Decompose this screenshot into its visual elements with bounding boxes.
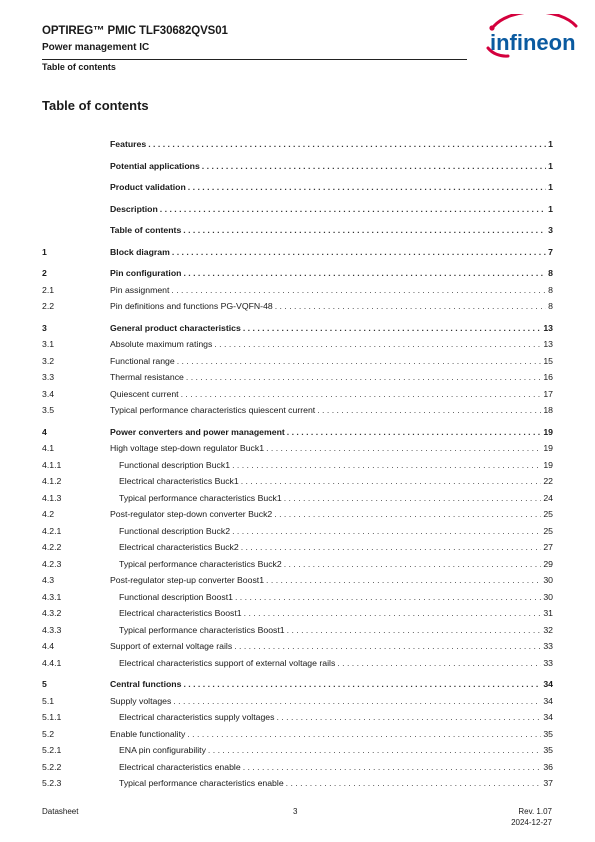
toc-dot-leader [284, 492, 542, 505]
toc-dot-leader [208, 744, 541, 757]
toc-entry-number: 3 [42, 323, 47, 333]
toc-entry[interactable] [42, 404, 553, 417]
toc-dot-leader [172, 246, 546, 259]
toc-dot-leader [173, 695, 541, 708]
toc-dot-leader [243, 322, 541, 335]
infineon-logo [478, 14, 586, 60]
toc-dot-leader [186, 371, 541, 384]
toc-dot-leader [148, 138, 546, 151]
toc-dot-leader [276, 711, 541, 724]
toc-entry[interactable] [42, 624, 553, 637]
toc-entry-page: 13 [543, 339, 553, 349]
toc-entry-title: Quiescent current [110, 389, 179, 399]
toc-entry-title: Post-regulator step-up converter Boost1 [110, 575, 265, 585]
toc-entry-title: Absolute maximum ratings [110, 339, 213, 349]
toc-dot-leader [234, 640, 541, 653]
toc-entry-number: 5.2.2 [42, 762, 62, 772]
toc-entry[interactable] [42, 657, 553, 670]
toc-entry-page: 25 [543, 526, 553, 536]
toc-dot-leader [202, 160, 546, 173]
product-subtitle: Power management IC [42, 42, 150, 53]
toc-entry[interactable] [42, 591, 553, 604]
toc-dot-leader [187, 728, 541, 741]
toc-entry-number [42, 224, 110, 237]
toc-entry-number: 3.1 [42, 339, 55, 349]
toc-entry-page: 32 [543, 625, 553, 635]
toc-dot-leader [181, 388, 542, 401]
toc-dot-leader [284, 558, 542, 571]
header-section-label: Table of contents [42, 62, 116, 72]
toc-entry-page: 29 [543, 559, 553, 569]
toc-entry-title: Electrical characteristics supply voltages [119, 712, 275, 722]
toc-entry-title: Power converters and power management [110, 427, 285, 437]
toc-entry-page: 34 [543, 696, 553, 706]
toc-entry[interactable] [42, 678, 553, 691]
toc-dot-leader [171, 284, 546, 297]
footer-page-number: 3 [293, 807, 298, 816]
toc-entry[interactable] [42, 338, 553, 351]
toc-dot-leader [214, 338, 541, 351]
toc-entry-title: Electrical characteristics enable [119, 762, 241, 772]
toc-entry[interactable] [42, 355, 553, 368]
toc-dot-leader [232, 459, 541, 472]
toc-dot-leader [286, 777, 542, 790]
logo-wordmark: infineon [490, 30, 576, 55]
toc-entry-page: 30 [543, 575, 553, 585]
toc-entry-page: 8 [548, 285, 553, 295]
toc-entry[interactable] [42, 475, 553, 488]
toc-entry-title: Block diagram [110, 247, 170, 257]
toc-entry-title: Typical performance characteristics quiescent current [110, 405, 316, 415]
toc-entry-number: 5 [42, 679, 47, 689]
toc-entry[interactable] [42, 267, 553, 280]
toc-entry-title: Electrical characteristics support of external voltage rails [119, 658, 336, 668]
toc-entry-number: 4.1 [42, 443, 55, 453]
toc-entry[interactable] [42, 426, 553, 439]
toc-entry-page: 1 [548, 139, 553, 149]
toc-entry[interactable] [42, 777, 553, 790]
toc-entry[interactable] [42, 695, 553, 708]
toc-entry[interactable] [42, 558, 553, 571]
toc-entry-page: 24 [543, 493, 553, 503]
toc-entry-page: 19 [543, 460, 553, 470]
toc-entry-page: 33 [543, 641, 553, 651]
toc-entry-number: 5.2 [42, 729, 55, 739]
toc-entry-page: 18 [543, 405, 553, 415]
toc-dot-leader [244, 607, 542, 620]
toc-entry-number [42, 138, 110, 151]
toc-entry-number: 5.1 [42, 696, 55, 706]
toc-dot-leader [287, 426, 542, 439]
toc-entry[interactable] [42, 744, 553, 757]
toc-entry-title: Pin assignment [110, 285, 170, 295]
toc-entry-page: 1 [548, 204, 553, 214]
toc-entry-number: 4.4 [42, 641, 55, 651]
toc-entry-page: 34 [543, 712, 553, 722]
toc-dot-leader [317, 404, 541, 417]
toc-dot-leader [177, 355, 542, 368]
toc-entry-number: 5.2.1 [42, 745, 62, 755]
toc-dot-leader [160, 203, 546, 216]
toc-entry-title: Central functions [110, 679, 182, 689]
toc-entry-title: Description [110, 204, 158, 214]
toc-entry-number: 5.2.3 [42, 778, 62, 788]
toc-entry-page: 25 [543, 509, 553, 519]
toc-entry-page: 36 [543, 762, 553, 772]
toc-entry-title: High voltage step-down regulator Buck1 [110, 443, 265, 453]
toc-entry-number: 3.3 [42, 372, 55, 382]
toc-entry[interactable] [42, 442, 553, 455]
toc-entry[interactable] [42, 322, 553, 335]
toc-entry[interactable] [42, 711, 553, 724]
toc-entry-title: Typical performance characteristics Buck2 [119, 559, 282, 569]
toc-entry[interactable] [42, 541, 553, 554]
toc-dot-leader [274, 508, 541, 521]
toc-dot-leader [183, 267, 546, 280]
toc-entry-number: 4.3.3 [42, 625, 62, 635]
toc-entry-number [42, 160, 110, 173]
toc-dot-leader [266, 442, 541, 455]
toc-entry-number: 4.3 [42, 575, 55, 585]
toc-dot-leader [275, 300, 546, 313]
toc-entry[interactable] [42, 492, 553, 505]
toc-entry-number: 3.5 [42, 405, 55, 415]
toc-entry-page: 3 [548, 225, 553, 235]
toc-dot-leader [287, 624, 542, 637]
toc-entry-title: Pin definitions and functions PG-VQFN-48 [110, 301, 273, 311]
toc-dot-leader [183, 678, 541, 691]
toc-dot-leader [241, 475, 542, 488]
toc-entry-number: 4.2.1 [42, 526, 62, 536]
toc-entry-number: 3.2 [42, 356, 55, 366]
toc-entry[interactable] [42, 138, 553, 151]
toc-entry-number: 4.2.3 [42, 559, 62, 569]
toc-entry[interactable] [42, 203, 553, 216]
toc-entry-number: 4.2.2 [42, 542, 62, 552]
toc-entry-title: Functional range [110, 356, 175, 366]
header-divider [42, 59, 467, 60]
toc-entry-number: 4 [42, 427, 47, 437]
toc-dot-leader [235, 591, 541, 604]
toc-entry-page: 30 [543, 592, 553, 602]
toc-entry-number: 2 [42, 268, 47, 278]
toc-entry-title: Functional description Buck2 [119, 526, 231, 536]
toc-entry-title: Typical performance characteristics Buck1 [119, 493, 282, 503]
toc-entry-title: Supply voltages [110, 696, 172, 706]
toc-entry[interactable] [42, 508, 553, 521]
product-title: OPTIREG™ PMIC TLF30682QVS01 [42, 25, 228, 37]
toc-entry[interactable] [42, 300, 553, 313]
toc-entry-number: 4.1.2 [42, 476, 62, 486]
toc-dot-leader [241, 541, 542, 554]
toc-dot-leader [188, 181, 546, 194]
toc-entry[interactable] [42, 224, 553, 237]
toc-entry-page: 19 [543, 443, 553, 453]
toc-entry-number: 2.2 [42, 301, 55, 311]
toc-entry-number: 4.3.2 [42, 608, 62, 618]
toc-entry-page: 8 [548, 301, 553, 311]
footer-date: 2024-12-27 [511, 818, 552, 827]
toc-dot-leader [232, 525, 541, 538]
toc-entry-title: Typical performance characteristics enable [119, 778, 284, 788]
toc-entry-page: 8 [548, 268, 553, 278]
toc-entry-page: 13 [543, 323, 553, 333]
page-title: Table of contents [42, 98, 149, 113]
toc-entry-title: Table of contents [110, 225, 182, 235]
toc-entry[interactable] [42, 284, 553, 297]
footer-doc-type: Datasheet [42, 807, 79, 816]
toc-dot-leader [243, 761, 542, 774]
toc-entry-title: Electrical characteristics Buck1 [119, 476, 239, 486]
toc-entry-title: Support of external voltage rails [110, 641, 233, 651]
toc-entry-page: 19 [543, 427, 553, 437]
toc-entry[interactable] [42, 459, 553, 472]
toc-entry-page: 37 [543, 778, 553, 788]
toc-entry-number: 5.1.1 [42, 712, 62, 722]
toc-entry-number: 4.1.3 [42, 493, 62, 503]
footer-revision: Rev. 1.07 [518, 807, 552, 816]
toc-entry-title: Functional description Buck1 [119, 460, 231, 470]
toc-entry-page: 22 [543, 476, 553, 486]
toc-entry-number: 4.1.1 [42, 460, 62, 470]
toc-entry-number: 4.2 [42, 509, 55, 519]
toc-entry-title: Potential applications [110, 161, 200, 171]
toc-entry[interactable] [42, 181, 553, 194]
toc-entry-number [42, 181, 110, 194]
toc-entry[interactable] [42, 607, 553, 620]
toc-dot-leader [266, 574, 541, 587]
toc-entry-title: Electrical characteristics Boost1 [119, 608, 242, 618]
toc-entry-page: 16 [543, 372, 553, 382]
toc-entry-title: Product validation [110, 182, 186, 192]
toc-entry[interactable] [42, 371, 553, 384]
toc-entry[interactable] [42, 761, 553, 774]
toc-entry-title: Pin configuration [110, 268, 182, 278]
toc-entry[interactable] [42, 246, 553, 259]
toc-entry-page: 31 [543, 608, 553, 618]
toc-entry-page: 15 [543, 356, 553, 366]
toc-entry-number: 4.3.1 [42, 592, 62, 602]
toc-entry-title: Thermal resistance [110, 372, 184, 382]
toc-entry[interactable] [42, 640, 553, 653]
toc-entry-page: 17 [543, 389, 553, 399]
toc-entry-title: Post-regulator step-down converter Buck2 [110, 509, 273, 519]
toc-entry-number: 2.1 [42, 285, 55, 295]
toc-dot-leader [337, 657, 541, 670]
toc-entry-title: Typical performance characteristics Boost1 [119, 625, 285, 635]
toc-entry-title: General product characteristics [110, 323, 241, 333]
toc-entry-page: 1 [548, 161, 553, 171]
toc-entry[interactable] [42, 574, 553, 587]
toc-entry-page: 34 [543, 679, 553, 689]
toc-entry-title: Enable functionality [110, 729, 186, 739]
toc-entry[interactable] [42, 388, 553, 401]
toc-entry-number [42, 203, 110, 216]
toc-entry[interactable] [42, 525, 553, 538]
toc-entry-page: 1 [548, 182, 553, 192]
toc-entry-page: 33 [543, 658, 553, 668]
toc-entry-title: Features [110, 139, 147, 149]
toc-dot-leader [183, 224, 546, 237]
toc-entry-number: 1 [42, 247, 47, 257]
toc-entry-number: 3.4 [42, 389, 55, 399]
toc-entry-title: Electrical characteristics Buck2 [119, 542, 239, 552]
toc-entry-page: 35 [543, 729, 553, 739]
toc-entry-page: 27 [543, 542, 553, 552]
toc-entry-page: 7 [548, 247, 553, 257]
toc-entry-title: ENA pin configurability [119, 745, 206, 755]
toc-entry[interactable] [42, 160, 553, 173]
toc-entry-page: 35 [543, 745, 553, 755]
toc-entry-title: Functional description Boost1 [119, 592, 233, 602]
toc-entry[interactable] [42, 728, 553, 741]
toc-entry-number: 4.4.1 [42, 658, 62, 668]
